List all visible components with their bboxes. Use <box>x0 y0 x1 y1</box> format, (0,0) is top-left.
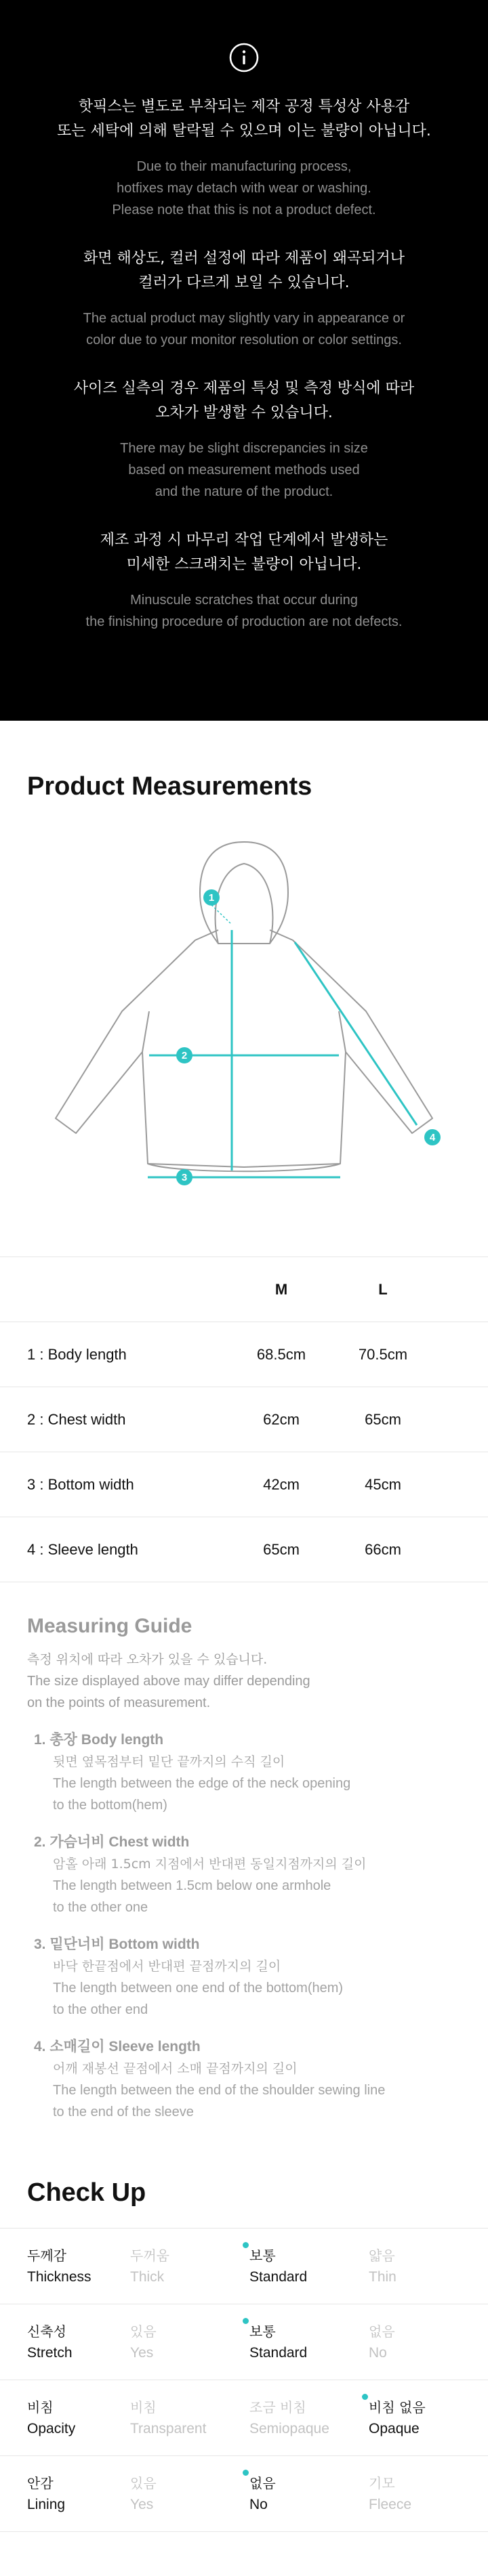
guide-title: Measuring Guide <box>27 1615 192 1637</box>
checkup-option: 비침 없음 Opaque <box>369 2396 488 2440</box>
notice-block-scratch <box>0 528 488 633</box>
checkup-title: Check Up <box>27 2178 146 2207</box>
guide-item-title: 1. 총장 Body length <box>34 1731 164 1748</box>
value-l: 70.5cm <box>358 1345 408 1363</box>
guide-item-title: 3. 밑단너비 Bottom width <box>34 1936 200 1952</box>
value-l: 65cm <box>365 1410 401 1428</box>
notice-section <box>0 0 488 721</box>
checkup-option: 없음 No <box>249 2472 369 2516</box>
marker-1 <box>203 889 220 906</box>
notice-en: Due to their manufacturing process, hotfixes may detach with wear or washing. Please note that this is not a product defect. <box>112 159 376 217</box>
size-table <box>0 1257 488 1582</box>
guide-item-title: 4. 소매길이 Sleeve length <box>34 2038 201 2054</box>
row-label: 4 : Sleeve length <box>27 1540 138 1558</box>
notice-en: There may be slight discrepancies in size based on measurement methods used and the nature of the product. <box>120 441 368 499</box>
notice-block-hotfix <box>0 95 488 221</box>
table-row <box>0 1452 488 1517</box>
checkup-option: 있음 Yes <box>130 2474 157 2512</box>
guide-item-desc: 어깨 재봉선 끝점에서 소매 끝점까지의 길이 The length between the end of the shoulder sewing line to the end of the sleeve <box>53 2061 386 2119</box>
body-outline <box>56 930 432 1167</box>
guide-item-desc: 암홀 아래 1.5cm 지점에서 반대편 동일지점까지의 길이 The length between 1.5cm below one armhole to the other one <box>53 1857 367 1915</box>
list-item <box>27 2035 488 2123</box>
size-table-header <box>0 1257 488 1322</box>
value-m: 68.5cm <box>256 1345 306 1363</box>
checkup-option: 두꺼움 Thick <box>130 2247 169 2285</box>
checkup-row-stretch <box>0 2304 488 2380</box>
marker-3 <box>176 1169 192 1185</box>
list-item <box>27 1729 488 1816</box>
checkup-option: 보통 Standard <box>249 2321 369 2364</box>
table-row <box>0 1322 488 1387</box>
armhole-left <box>142 1011 149 1052</box>
checkup-option: 있음 Yes <box>130 2323 157 2361</box>
selected-dot-icon <box>243 2242 249 2248</box>
size-header-m: M <box>274 1280 288 1298</box>
checkup-option: 기모 Fleece <box>369 2474 412 2512</box>
checkup-option: 없음 No <box>369 2323 395 2361</box>
value-m: 42cm <box>263 1475 300 1493</box>
svg-text:4: 4 <box>429 1132 436 1143</box>
table-row <box>0 1387 488 1452</box>
measuring-guide <box>0 1615 488 2123</box>
guide-item-title: 2. 가슴너비 Chest width <box>34 1834 190 1850</box>
measurements-title: Product Measurements <box>27 772 312 801</box>
guide-list <box>27 1729 488 2123</box>
svg-text:3: 3 <box>181 1172 188 1183</box>
checkup-table <box>0 2228 488 2532</box>
value-l: 66cm <box>365 1540 401 1558</box>
size-header-l: L <box>378 1280 388 1298</box>
row-label: 2 : Chest width <box>27 1410 126 1428</box>
checkup-row-lining <box>0 2456 488 2532</box>
svg-text:2: 2 <box>181 1050 188 1061</box>
marker-2 <box>176 1047 192 1063</box>
guide-intro <box>27 1649 488 1714</box>
checkup-label: 신축성 Stretch <box>27 2323 73 2361</box>
info-icon <box>228 42 260 73</box>
svg-text:1: 1 <box>208 892 215 904</box>
checkup-label: 두께감 Thickness <box>27 2247 92 2285</box>
checkup-label: 비침 Opacity <box>27 2399 76 2436</box>
checkup-row-thickness <box>0 2229 488 2304</box>
list-item <box>27 1831 488 1918</box>
value-l: 45cm <box>365 1475 401 1493</box>
guide-intro-ko: 측정 위치에 따라 오차가 있을 수 있습니다. <box>27 1652 268 1667</box>
notice-block-size <box>0 377 488 503</box>
list-item <box>27 1933 488 2021</box>
checkup-option: 조금 비침 Semiopaque <box>249 2399 329 2436</box>
guide-intro-en: The size displayed above may differ depending on the points of measurement. <box>27 1674 310 1710</box>
notice-en: The actual product may slightly vary in appearance or color due to your monitor resolution or color settings. <box>83 311 405 347</box>
value-m: 65cm <box>263 1540 300 1558</box>
checkup-label: 안감 Lining <box>27 2474 66 2512</box>
value-m: 62cm <box>263 1410 300 1428</box>
checkup-option: 비침 Transparent <box>130 2399 207 2436</box>
row-label: 3 : Bottom width <box>27 1475 134 1493</box>
selected-dot-icon <box>362 2394 368 2400</box>
notice-ko: 화면 해상도, 컬러 설정에 따라 제품이 왜곡되거나 컬러가 다르게 보일 수 있습니다. <box>83 250 405 291</box>
checkup-option: 보통 Standard <box>249 2245 369 2288</box>
sleeve-length-line <box>295 942 417 1125</box>
notice-ko: 사이즈 실측의 경우 제품의 특성 및 측정 방식에 따라 오차가 발생할 수 있습니다. <box>73 380 415 421</box>
row-label: 1 : Body length <box>27 1345 127 1363</box>
notice-en: Minuscule scratches that occur during the finishing procedure of production are not defects. <box>85 593 403 629</box>
checkup-option: 얇음 Thin <box>369 2247 396 2285</box>
notice-ko: 핫픽스는 별도로 부착되는 제작 공정 특성상 사용감 또는 세탁에 의해 탈락될 수 있으며 이는 불량이 아닙니다. <box>57 98 431 140</box>
notice-block-color <box>0 247 488 351</box>
selected-dot-icon <box>243 2318 249 2324</box>
hood-inner <box>216 864 273 944</box>
selected-dot-icon <box>243 2470 249 2476</box>
bottom-spacer <box>0 2532 488 2573</box>
hoodie-measurement-diagram <box>41 828 447 1221</box>
table-row <box>0 1517 488 1582</box>
notice-ko: 제조 과정 시 마무리 작업 단계에서 발생하는 미세한 스크래치는 불량이 아닙니다. <box>100 532 388 573</box>
checkup-row-opacity <box>0 2380 488 2456</box>
marker-4 <box>424 1129 441 1145</box>
guide-item-desc: 뒷면 옆목점부터 밑단 끝까지의 수직 길이 The length between the edge of the neck opening to the bottom(hem) <box>53 1754 351 1813</box>
guide-item-desc: 바닥 한끝점에서 반대편 끝점까지의 길이 The length between one end of the bottom(hem) to the other end <box>53 1959 344 2017</box>
